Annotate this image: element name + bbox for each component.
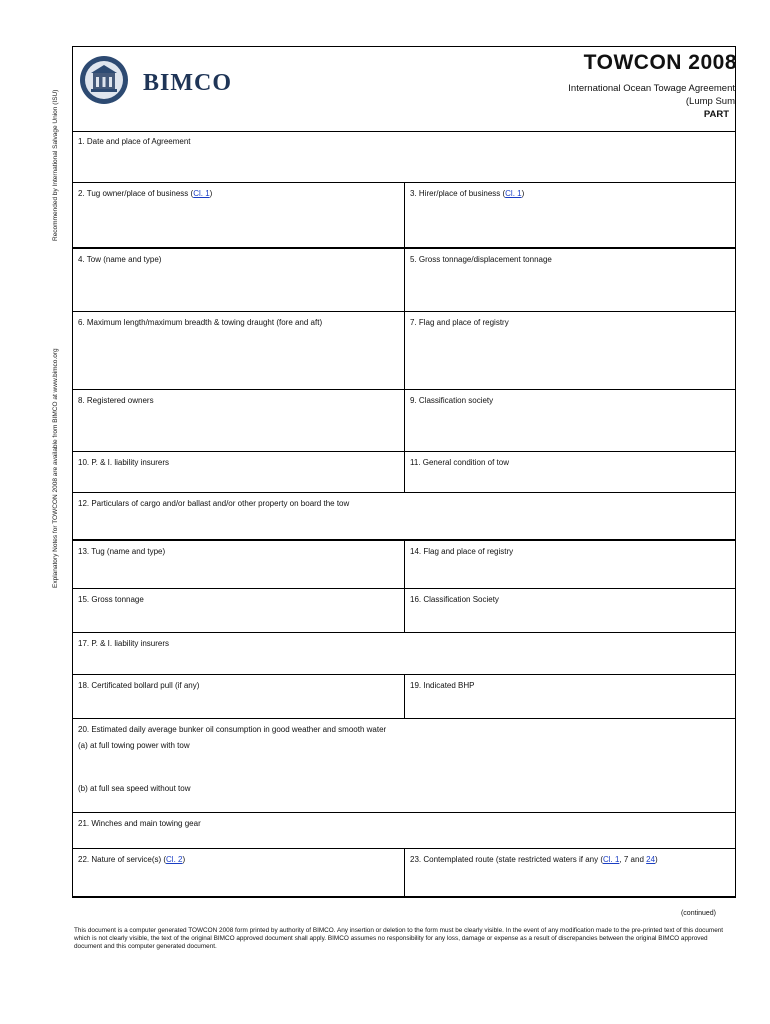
box-1-label: 1. Date and place of Agreement bbox=[78, 137, 191, 146]
box-5-label: 5. Gross tonnage/displacement tonnage bbox=[410, 255, 552, 264]
box-13[interactable] bbox=[73, 541, 405, 588]
box-19-label: 19. Indicated BHP bbox=[410, 681, 475, 690]
box-6[interactable] bbox=[73, 312, 405, 389]
side-note-explanatory: Explanatory Notes for TOWCON 2008 are available from BIMCO at www.bimco.org bbox=[52, 348, 59, 588]
continued-note: (continued) bbox=[680, 910, 716, 917]
row-box-2-3 bbox=[73, 183, 735, 249]
row-box-20 bbox=[73, 719, 735, 813]
box-2-label: 2. Tug owner/place of business bbox=[78, 189, 189, 198]
box-18[interactable] bbox=[73, 675, 405, 718]
box-23-close: ) bbox=[655, 855, 658, 864]
box-21-label: 21. Winches and main towing gear bbox=[78, 819, 201, 828]
box-3-clause-link[interactable]: Cl. 1 bbox=[505, 189, 522, 198]
box-2[interactable]: 2. Tug owner/place of business (Cl. 1) bbox=[73, 183, 405, 247]
box-3-label: 3. Hirer/place of business bbox=[410, 189, 501, 198]
box-18-label: 18. Certificated bollard pull (if any) bbox=[78, 681, 200, 690]
box-13-label: 13. Tug (name and type) bbox=[78, 547, 166, 556]
row-box-10-11 bbox=[73, 452, 735, 493]
box-22-clause-link[interactable]: Cl. 2 bbox=[166, 855, 183, 864]
row-box-13-14 bbox=[73, 541, 735, 589]
box-5[interactable] bbox=[405, 249, 735, 311]
box-9-label: 9. Classification society bbox=[410, 396, 494, 405]
row-box-1 bbox=[73, 131, 735, 183]
row-box-22-23 bbox=[73, 849, 735, 898]
footer-disclaimer: This document is a computer generated TOWCON 2008 form printed by authority of BIMCO. Any insertion or deletion to the form must be clearly visible. In the event of any modification made to the pre-printed text of this document which is not clearly visible, the text of the original BIMCO approved document shall apply. BIMCO assumes no responsibility for any loss, damage or expense as a result of discrepancies between the original BIMCO approved document and this computer generated document. bbox=[74, 927, 724, 951]
box-23-clause-link-24[interactable]: 24 bbox=[646, 855, 656, 864]
box-21[interactable] bbox=[73, 813, 735, 848]
box-16-label: 16. Classification Society bbox=[410, 595, 499, 604]
box-23[interactable]: 23. Contemplated route (state restricted waters if any (Cl. 1, 7 and 24) bbox=[410, 855, 658, 864]
box-23-separator: , 7 and bbox=[619, 855, 647, 864]
box-4-label: 4. Tow (name and type) bbox=[78, 255, 162, 264]
row-box-12 bbox=[73, 493, 735, 541]
box-23-label: 23. Contemplated route (state restricted waters if any bbox=[410, 855, 599, 864]
box-1[interactable] bbox=[73, 131, 735, 182]
box-15-label: 15. Gross tonnage bbox=[78, 595, 144, 604]
form-header bbox=[73, 47, 735, 132]
box-20a-label: (a) at full towing power with tow bbox=[78, 741, 190, 750]
box-22-label: 22. Nature of service(s) bbox=[78, 855, 162, 864]
row-box-4-5 bbox=[73, 249, 735, 312]
box-7[interactable] bbox=[405, 312, 735, 389]
box-12-label: 12. Particulars of cargo and/or ballast and/or other property on board the tow bbox=[78, 499, 350, 508]
box-14[interactable] bbox=[405, 541, 735, 588]
row-box-17 bbox=[73, 633, 735, 675]
box-10[interactable] bbox=[73, 452, 405, 492]
box-10-label: 10. P. & I. liability insurers bbox=[78, 458, 170, 467]
box-2-clause-link[interactable]: Cl. 1 bbox=[193, 189, 210, 198]
brand-name: BIMCO bbox=[143, 70, 232, 96]
box-20[interactable] bbox=[73, 719, 735, 812]
box-14-label: 14. Flag and place of registry bbox=[410, 547, 514, 556]
side-note-recommended: Recommended by International Salvage Union (ISU) bbox=[52, 89, 59, 241]
bimco-logo-icon bbox=[79, 55, 129, 105]
box-3[interactable]: 3. Hirer/place of business (Cl. 1) bbox=[410, 189, 525, 198]
row-box-15-16 bbox=[73, 589, 735, 633]
box-7-label: 7. Flag and place of registry bbox=[410, 318, 509, 327]
box-15[interactable] bbox=[73, 589, 405, 632]
box-22[interactable]: 22. Nature of service(s) (Cl. 2) bbox=[73, 849, 405, 896]
form-subtitle-lump-sum: (Lump Sum bbox=[685, 96, 735, 107]
box-11-label: 11. General condition of tow bbox=[410, 458, 510, 467]
box-11[interactable] bbox=[405, 452, 735, 492]
box-12[interactable] bbox=[73, 493, 735, 539]
towcon-form bbox=[72, 46, 736, 898]
box-20b-label: (b) at full sea speed without tow bbox=[78, 784, 191, 793]
row-box-18-19 bbox=[73, 675, 735, 719]
row-box-8-9 bbox=[73, 390, 735, 452]
box-4[interactable] bbox=[73, 249, 405, 311]
form-subtitle: International Ocean Towage Agreement bbox=[568, 83, 735, 94]
box-6-label: 6. Maximum length/maximum breadth & towing draught (fore and aft) bbox=[78, 318, 323, 327]
box-8-label: 8. Registered owners bbox=[78, 396, 154, 405]
box-23-clause-link-1[interactable]: Cl. 1 bbox=[602, 855, 620, 864]
form-part: PART bbox=[703, 109, 729, 120]
box-17-label: 17. P. & I. liability insurers bbox=[78, 639, 170, 648]
form-title: TOWCON 2008 bbox=[583, 51, 737, 74]
row-box-21 bbox=[73, 813, 735, 849]
box-8[interactable] bbox=[73, 390, 405, 451]
row-box-6-7 bbox=[73, 312, 735, 390]
box-16[interactable] bbox=[405, 589, 735, 632]
box-19[interactable] bbox=[405, 675, 735, 718]
box-17[interactable] bbox=[73, 633, 735, 674]
box-20-label: 20. Estimated daily average bunker oil consumption in good weather and smooth water bbox=[78, 725, 387, 734]
box-9[interactable] bbox=[405, 390, 735, 451]
